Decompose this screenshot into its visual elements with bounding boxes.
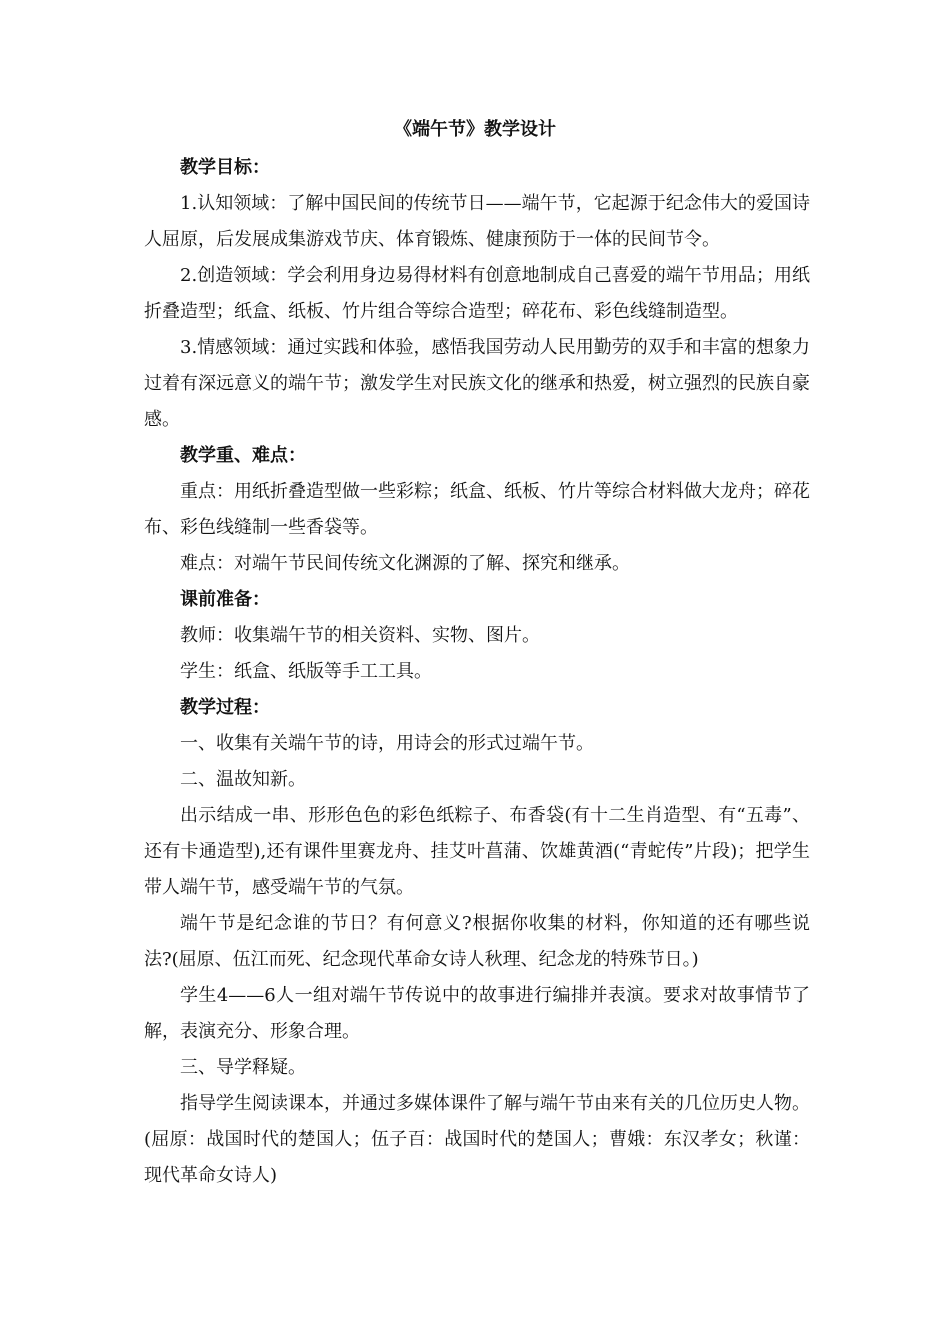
paragraph-step-two: 二、温故知新。 [180,769,306,790]
paragraph-cognitive-domain: 1.认知领域：了解中国民间的传统节日——端午节，它起源于纪念伟大的爱国诗人屈原，后发展成集游戏节庆、体育锻炼、健康预防于一体的民间节令。 [144,193,810,250]
section-heading-process: 教学过程： [180,697,270,718]
paragraph-guided-reading: 指导学生阅读课本，并通过多媒体课件了解与端午节由来有关的几位历史人物。(屈原：战国时代的楚国人；伍子百：战国时代的楚国人；曹娥：东汉孝女；秋谨：现代革命女诗人) [144,1093,810,1186]
paragraph-key-point: 重点：用纸折叠造型做一些彩粽；纸盒、纸板、竹片等综合材料做大龙舟；碎花布、彩色线缝制一些香袋等。 [144,481,810,538]
section-heading-key-points: 教学重、难点： [180,445,306,466]
paragraph-display-items: 出示结成一串、形形色色的彩色纸粽子、布香袋(有十二生肖造型、有“五毒”、还有卡通造型),还有课件里赛龙舟、挂艾叶菖蒲、饮雄黄酒(“青蛇传”片段)；把学生带人端午节，感受端午节的气氛。 [144,805,810,898]
paragraph-emotional-domain: 3.情感领域：通过实践和体验，感悟我国劳动人民用勤劳的双手和丰富的想象力过着有深远意义的端午节；激发学生对民族文化的继承和热爱，树立强烈的民族自豪感。 [144,337,810,430]
section-heading-preparation: 课前准备： [180,589,270,610]
document-title: 《端午节》教学设计 [394,119,556,140]
paragraph-step-three: 三、导学释疑。 [180,1057,306,1078]
paragraph-festival-question: 端午节是纪念谁的节日？有何意义?根据你收集的材料，你知道的还有哪些说法?(屈原、伍江而死、纪念现代革命女诗人秋理、纪念龙的特殊节日。) [144,913,810,970]
paragraph-group-performance: 学生4——6人一组对端午节传说中的故事进行编排并表演。要求对故事情节了解，表演充分、形象合理。 [144,985,810,1042]
paragraph-student-prep: 学生：纸盒、纸版等手工工具。 [180,661,432,682]
paragraph-teacher-prep: 教师：收集端午节的相关资料、实物、图片。 [180,625,540,646]
section-heading-objectives: 教学目标： [180,157,270,178]
document-body [144,150,810,1194]
paragraph-difficulty: 难点：对端午节民间传统文化渊源的了解、探究和继承。 [180,553,630,574]
paragraph-creative-domain: 2.创造领域：学会利用身边易得材料有创意地制成自己喜爱的端午节用品；用纸折叠造型；纸盒、纸板、竹片组合等综合造型；碎花布、彩色线缝制造型。 [144,265,810,322]
paragraph-step-one: 一、收集有关端午节的诗，用诗会的形式过端午节。 [180,733,594,754]
